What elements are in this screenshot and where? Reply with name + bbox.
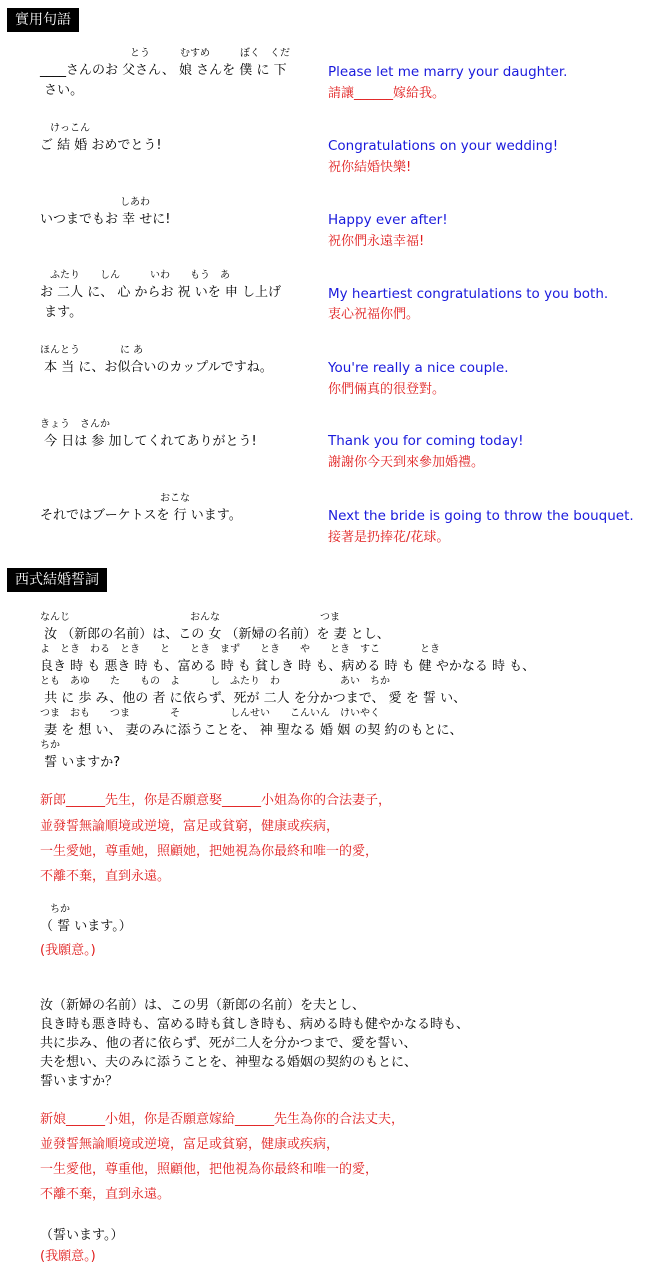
furigana: なんじ おんな つま: [40, 612, 340, 623]
furigana: けっこん: [40, 123, 90, 134]
bride-vow-line: 夫を想い、夫のみに添うことを、神聖なる婚姻の契約のもとに、: [40, 1055, 418, 1070]
phrase-english: You're really a nice couple.: [328, 360, 509, 376]
japanese-text: それではブーケトスを 行 います。: [40, 508, 242, 523]
furigana: とう むすめ ぼく くだ: [40, 48, 290, 59]
japanese-text: ____さんのお 父さん、 娘 さんを 僕 に 下: [40, 63, 287, 78]
phrase-japanese: [40, 345, 315, 378]
groom-answer: [40, 904, 640, 936]
phrase-japanese: [40, 123, 315, 156]
japanese-text-cont: ます。: [40, 305, 83, 320]
answer-chinese: (我願意。): [40, 943, 96, 958]
furigana: おこな: [40, 493, 190, 504]
japanese-text: 今 日は 参 加してくれてありがとう!: [40, 434, 257, 449]
furigana: ちか: [40, 740, 60, 751]
bride-vow-line: 汝（新婦の名前）は、この男（新郎の名前）を夫とし、: [40, 998, 366, 1013]
groom-vow-japanese: [40, 612, 640, 772]
groom-vow-chinese-line: 一生愛她，尊重她，照顧她，把她視為你最終和唯一的愛，: [40, 844, 379, 859]
bride-vow-line: 良き時も悪き時も、富める時も貧しき時も、病める時も健やかなる時も、: [40, 1017, 470, 1032]
phrase-japanese: [40, 197, 315, 230]
phrase-chinese: 謝謝你今天到來參加婚禮。: [328, 455, 485, 470]
bride-vow-chinese-line: 新娘______小姐，你是否願意嫁給______先生為你的合法丈夫，: [40, 1112, 405, 1127]
vow-line: 共 に 歩 み、他の 者 に依らず、死が 二人 を分かつまで、 愛 を 誓 い、: [40, 691, 467, 706]
answer-japanese: （ 誓 います。）: [40, 919, 132, 934]
furigana: つま おも つま そ しんせい こんいん けいやく: [40, 708, 380, 719]
vow-line: 良き 時 も 悪き 時 も、富める 時 も 貧しき 時 も、病める 時 も 健 やかなる 時 も、: [40, 659, 536, 674]
phrase-chinese: 衷心祝福你們。: [328, 307, 420, 322]
bride-vow-line: 共に歩み、他の者に依らず、死が二人を分かつまで、愛を誓い、: [40, 1036, 417, 1051]
groom-vow-chinese-line: 新郎______先生，你是否願意娶______小姐為你的合法妻子，: [40, 793, 392, 808]
phrase-japanese: [40, 48, 315, 101]
phrase-english: Congratulations on your wedding!: [328, 138, 559, 154]
bride-vow-chinese-line: 並發誓無論順境或逆境，富足或貧窮，健康或疾病，: [40, 1137, 340, 1152]
phrase-chinese: 祝你結婚快樂!: [328, 160, 412, 175]
phrase-chinese: 祝你們永遠幸福!: [328, 234, 425, 249]
japanese-text-cont: さい。: [40, 83, 84, 98]
phrase-japanese: [40, 419, 315, 452]
groom-vow-chinese-line: 不離不棄，直到永遠。: [40, 869, 171, 884]
furigana: よ とき わる とき と とき まず とき や とき すこ とき: [40, 644, 440, 655]
furigana: ほんとう に あ: [40, 345, 144, 356]
phrase-english: Next the bride is going to throw the bouquet.: [328, 508, 634, 524]
vow-line: 汝 （新郎の名前）は、この 女 （新婦の名前）を 妻 とし、: [40, 627, 390, 642]
vow-line: 誓 いますか?: [40, 755, 121, 770]
japanese-text: 本 当 に、お似合いのカップルですね。: [40, 360, 273, 375]
phrase-english: Thank you for coming today!: [328, 433, 524, 449]
furigana: ちか: [40, 904, 70, 915]
phrase-english: Please let me marry your daughter.: [328, 64, 568, 80]
bride-vow-line: 誓いますか？: [40, 1074, 119, 1089]
vow-line: 妻 を 想 い、 妻のみに添うことを、 神 聖なる 婚 姻 の契 約のもとに、: [40, 723, 463, 738]
phrase-chinese: 請讓______嫁給我。: [328, 86, 446, 101]
phrase-english: My heartiest congratulations to you both.: [328, 286, 609, 302]
section-header-phrases: 實用句語: [7, 8, 79, 32]
furigana: ふたり しん いわ もう あ: [40, 270, 230, 281]
phrase-english: Happy ever after!: [328, 212, 448, 228]
phrase-chinese: 你們倆真的很登對。: [328, 382, 446, 397]
furigana: きょう さんか: [40, 419, 110, 430]
furigana: とも あゆ た もの よ し ふたり わ あい ちか: [40, 676, 390, 687]
japanese-text: いつまでもお 幸 せに!: [40, 212, 171, 227]
phrase-chinese: 接著是扔捧花/花球。: [328, 530, 450, 545]
phrase-japanese: [40, 493, 315, 526]
bride-answer-japanese: （誓います。）: [40, 1228, 124, 1243]
bride-answer-chinese: (我願意。): [40, 1249, 96, 1264]
japanese-text: お 二人 に、 心 からお 祝 いを 申 し上げ: [40, 285, 282, 300]
bride-vow-chinese-line: 一生愛他，尊重他，照顧他，把他視為你最終和唯一的愛，: [40, 1162, 379, 1177]
japanese-text: ご 結 婚 おめでとう!: [40, 138, 162, 153]
phrase-japanese: [40, 270, 315, 323]
section-header-vows: 西式結婚誓詞: [7, 568, 107, 592]
groom-vow-chinese-line: 並發誓無論順境或逆境，富足或貧窮，健康或疾病，: [40, 819, 340, 834]
furigana: しあわ: [40, 197, 150, 208]
bride-vow-chinese-line: 不離不棄，直到永遠。: [40, 1187, 171, 1202]
